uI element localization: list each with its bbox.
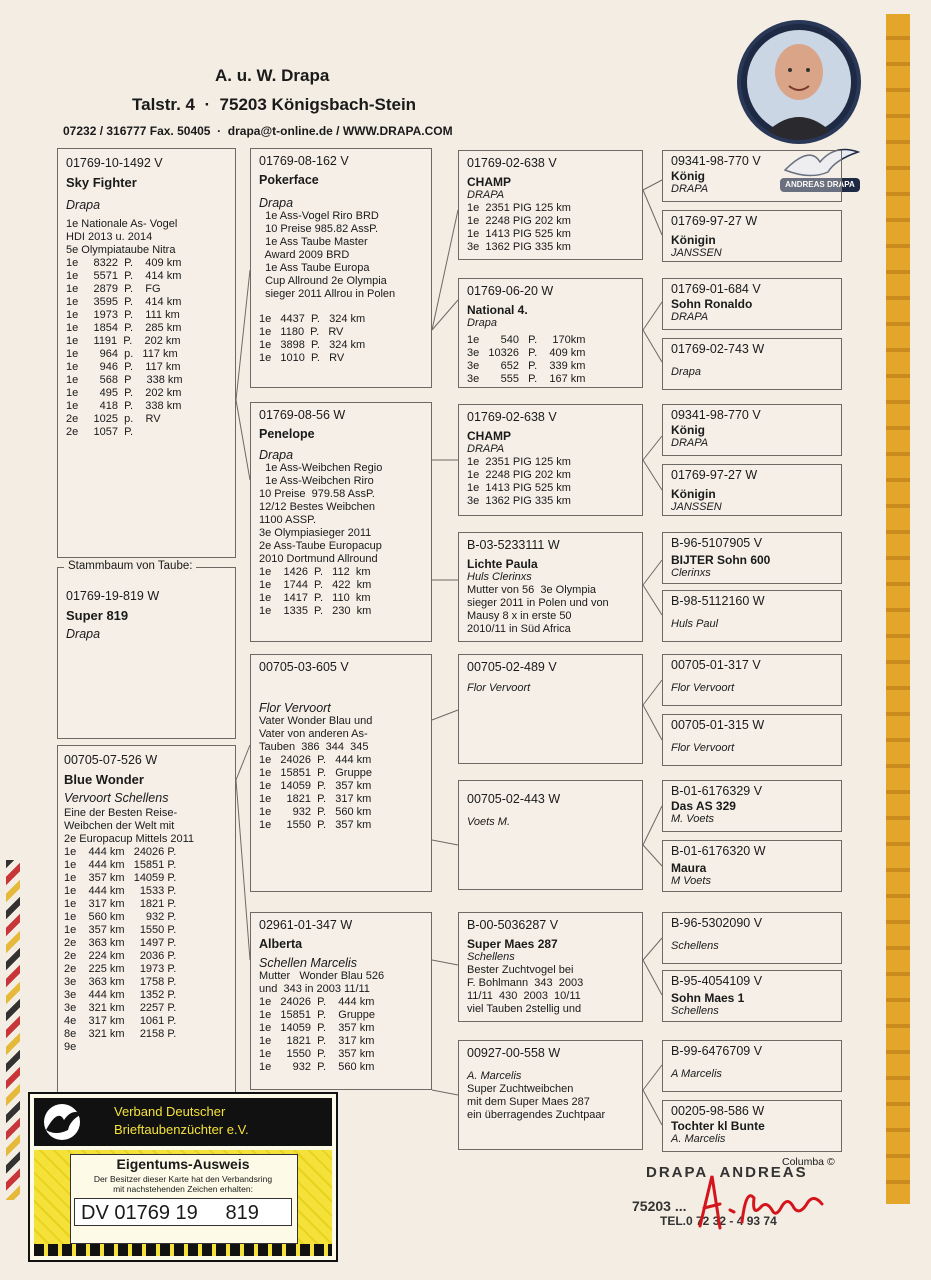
parent-note: 1100 ASSP.: [259, 514, 317, 526]
dam-result: 8e 321 km 2158 P.: [64, 1028, 177, 1040]
gg-ring: B-01-6176329 V: [671, 784, 763, 798]
grandparent-name: CHAMP: [467, 175, 511, 189]
dam-result: 1e 560 km 932 P.: [64, 911, 177, 923]
subject-result: 1e 1191 P. 202 km: [66, 335, 181, 347]
dam-result: 1e 444 km 15851 P.: [64, 859, 177, 871]
parent-pokerface-box: [250, 148, 432, 388]
stamp-tel: TEL.0 72 32 - 4 93 74: [660, 1214, 777, 1228]
parent-note: 1e Ass-Weibchen Regio: [259, 462, 383, 474]
parent-breeder: Drapa: [259, 196, 294, 210]
card-sub2: mit nachstehenden Zeichen erhalten:: [113, 1184, 253, 1194]
grandparent-note: viel Tauben 2stellig und: [467, 1003, 582, 1015]
greatgrandparent-box: [662, 278, 842, 330]
gg-name: Königin: [671, 487, 716, 501]
grandparent-name: Super Maes 287: [467, 937, 558, 951]
grandparent-box: [458, 654, 643, 764]
gg-name: Tochter kl Bunte: [671, 1119, 765, 1133]
gg-ring: 01769-97-27 W: [671, 468, 758, 482]
stammbaum-box: [57, 567, 236, 739]
gg-breeder: A Marcelis: [671, 1068, 722, 1080]
grandparent-box: [458, 532, 643, 642]
grandparent-ring: 01769-02-638 V: [467, 156, 557, 170]
grandparent-box: [458, 404, 643, 516]
subject-result: 1e 418 P. 338 km: [66, 400, 182, 412]
stamp-line1: DRAPA ANDREAS: [646, 1164, 808, 1181]
gg-breeder: Flor Vervoort: [671, 742, 735, 754]
parent-breeder: Flor Vervoort: [259, 701, 331, 715]
subject-note: 5e Olympiataube Nitra: [66, 244, 176, 256]
gg-breeder: A. Marcelis: [671, 1133, 726, 1145]
dam-result: 1e 357 km 14059 P.: [64, 872, 177, 884]
subject-breeder: Drapa: [66, 198, 101, 212]
dam-note: 2e Europacup Mittels 2011: [64, 833, 195, 845]
parent-ring: 00705-03-605 V: [259, 660, 349, 674]
grandparent-note: sieger 2011 in Polen und von: [467, 597, 609, 609]
parent-ring: 01769-08-56 W: [259, 408, 346, 422]
gg-name: König: [671, 169, 705, 183]
grandparent-breeder: Flor Vervoort: [467, 682, 531, 694]
stammbaum-name: Super 819: [66, 608, 129, 623]
grandparent-note: ein überragendes Zuchtpaar: [467, 1109, 606, 1121]
side-stripe: [886, 14, 910, 1204]
parent-note: Vater von anderen As-: [259, 728, 368, 740]
gg-breeder: Schellens: [671, 940, 719, 952]
grandparent-breeder: Huls Clerinxs: [467, 571, 532, 583]
parent-note: 1e Ass-Vogel Riro BRD: [259, 210, 379, 222]
parent-result: 1e 24026 P. 444 km: [259, 996, 375, 1008]
parent-result: 1e 4437 P. 324 km: [259, 313, 366, 325]
grandparent-breeder: DRAPA: [467, 443, 505, 455]
gg-ring: 09341-98-770 V: [671, 154, 761, 168]
parent-ring: 02961-01-347 W: [259, 918, 353, 932]
card-org-line2: Brieftaubenzüchter e.V.: [114, 1122, 249, 1137]
parent-note: 2010 Dortmund Allround: [259, 553, 378, 565]
subject-result: 1e 3595 P. 414 km: [66, 296, 182, 308]
parent-note: Award 2009 BRD: [259, 249, 350, 261]
gg-name: Königin: [671, 233, 716, 247]
parent-name: Pokerface: [259, 173, 319, 187]
grandparent-note: Bester Zuchtvogel bei: [467, 964, 574, 976]
flag-stripe: [6, 860, 20, 1200]
greatgrandparent-box: [662, 970, 842, 1022]
dam-result: 4e 317 km 1061 P.: [64, 1015, 177, 1027]
dam-result: 1e 444 km 1533 P.: [64, 885, 177, 897]
gg-breeder: JANSSEN: [671, 247, 722, 259]
greatgrandparent-box: [662, 714, 842, 766]
grandparent-ring: B-00-5036287 V: [467, 918, 559, 932]
parent-flor-box: [250, 654, 432, 892]
gg-ring: B-99-6476709 V: [671, 1044, 763, 1058]
parent-result: 1e 1426 P. 112 km: [259, 566, 371, 578]
parent-result: 1e 24026 P. 444 km: [259, 754, 372, 766]
parent-note: 10 Preise 985.82 AssP.: [259, 223, 379, 235]
grandparent-breeder: Voets M.: [467, 816, 510, 828]
greatgrandparent-box: [662, 404, 842, 456]
gg-ring: 01769-01-684 V: [671, 282, 761, 296]
subject-ring: 01769-10-1492 V: [66, 156, 163, 170]
grandparent-note: Mausy 8 x in erste 50: [467, 610, 572, 622]
grandparent-name: CHAMP: [467, 429, 511, 443]
gg-name: Maura: [671, 861, 707, 875]
greatgrandparent-box: [662, 150, 842, 202]
grandparent-breeder: DRAPA: [467, 189, 505, 201]
subject-note: 1e Nationale As- Vogel: [66, 218, 178, 230]
parent-note: Mutter Wonder Blau 526: [259, 970, 385, 982]
gg-ring: B-98-5112160 W: [671, 594, 765, 608]
gg-breeder: Flor Vervoort: [671, 682, 735, 694]
dam-box: [57, 745, 236, 1100]
columba-credit: Columba ©: [782, 1156, 835, 1168]
gg-name: Das AS 329: [671, 799, 736, 813]
grandparent-box: [458, 278, 643, 388]
gg-ring: 01769-02-743 W: [671, 342, 765, 356]
grandparent-result: 3e 652 P. 339 km: [467, 360, 586, 372]
subject-result: 1e 5571 P. 414 km: [66, 270, 182, 282]
grandparent-ring: 00705-02-443 W: [467, 792, 561, 806]
breeder-address: Talstr. 4 · 75203 Königsbach-Stein: [132, 95, 417, 114]
dam-result: 2e 224 km 2036 P.: [64, 950, 177, 962]
portrait-icon: [741, 24, 857, 140]
gg-breeder: Schellens: [671, 1005, 719, 1017]
parent-result: 1e 1821 P. 317 km: [259, 1035, 375, 1047]
parent-note: Cup Allround 2e Olympia: [259, 275, 387, 287]
gg-breeder: DRAPA: [671, 183, 709, 195]
grandparent-result: 1e 1413 PIG 525 km: [467, 228, 571, 240]
grandparent-breeder: Schellens: [467, 951, 515, 963]
grandparent-result: 1e 1413 PIG 525 km: [467, 482, 571, 494]
gg-breeder: DRAPA: [671, 437, 709, 449]
subject-result: 1e 495 P. 202 km: [66, 387, 182, 399]
parent-result: 1e 1010 P. RV: [259, 352, 345, 364]
greatgrandparent-box: [662, 780, 842, 832]
parent-note: 1e Ass-Weibchen Riro: [259, 475, 374, 487]
dam-breeder: Vervoort Schellens: [64, 791, 169, 805]
stammbaum-breeder: Drapa: [66, 627, 101, 641]
card-ring-number: DV 01769 19 819: [74, 1198, 292, 1226]
grandparent-result: 1e 2248 PIG 202 km: [467, 469, 571, 481]
grandparent-breeder: A. Marcelis: [467, 1070, 522, 1082]
grandparent-note: Super Zuchtweibchen: [467, 1083, 574, 1095]
greatgrandparent-box: [662, 464, 842, 516]
grandparent-box: [458, 780, 643, 890]
breeder-photo: [737, 20, 861, 144]
card-header: [34, 1098, 332, 1146]
subject-result: 1e 568 P 338 km: [66, 374, 183, 386]
dove-emblem-icon: [38, 1102, 86, 1142]
stamp-line2: 75203 ...: [632, 1198, 687, 1214]
parent-alberta-box: [250, 912, 432, 1090]
grandparent-ring: 00927-00-558 W: [467, 1046, 561, 1060]
grandparent-result: 3e 1362 PIG 335 km: [467, 495, 571, 507]
gg-ring: B-96-5302090 V: [671, 916, 763, 930]
parent-note: 1e Ass Taube Master: [259, 236, 368, 248]
subject-result: 1e 946 P. 117 km: [66, 361, 181, 373]
gg-ring: 00705-01-315 W: [671, 718, 765, 732]
grandparent-name: National 4.: [467, 303, 528, 317]
gg-breeder: JANSSEN: [671, 501, 722, 513]
subject-result: 2e 1057 P.: [66, 426, 134, 438]
parent-note: Tauben 386 344 345: [259, 741, 369, 753]
grandparent-result: 3e 1362 PIG 335 km: [467, 241, 571, 253]
parent-penelope-box: [250, 402, 432, 642]
gg-breeder: Huls Paul: [671, 618, 719, 630]
grandparent-box: [458, 1040, 643, 1150]
greatgrandparent-box: [662, 912, 842, 964]
parent-result: 1e 1744 P. 422 km: [259, 579, 372, 591]
parent-result: 1e 1821 P. 317 km: [259, 793, 372, 805]
parent-result: 1e 15851 P. Gruppe: [259, 1009, 375, 1021]
subject-result: 1e 1854 P. 285 km: [66, 322, 182, 334]
grandparent-note: 11/11 430 2003 10/11: [467, 990, 581, 1002]
grandparent-note: Mutter von 56 3e Olympia: [467, 584, 597, 596]
dam-ring: 00705-07-526 W: [64, 753, 158, 767]
grandparent-ring: B-03-5233111 W: [467, 538, 560, 552]
badge-label: ANDREAS DRAPA: [780, 178, 860, 192]
grandparent-result: 1e 2248 PIG 202 km: [467, 215, 571, 227]
subject-result: 2e 1025 p. RV: [66, 413, 161, 425]
dam-note: Eine der Besten Reise-: [64, 807, 178, 819]
parent-result: 1e 3898 P. 324 km: [259, 339, 366, 351]
parent-name: Penelope: [259, 427, 315, 441]
ownership-card: [28, 1092, 338, 1262]
card-title: Eigentums-Ausweis: [116, 1156, 250, 1172]
stammbaum-ring: 01769-19-819 W: [66, 589, 160, 603]
parent-result: 1e 14059 P. 357 km: [259, 1022, 375, 1034]
parent-note: 2e Ass-Taube Europacup: [259, 540, 382, 552]
parent-ring: 01769-08-162 V: [259, 154, 349, 168]
gg-name: König: [671, 423, 705, 437]
gg-breeder: M Voets: [671, 875, 711, 887]
parent-breeder: Drapa: [259, 448, 294, 462]
stammbaum-label: Stammbaum von Taube:: [64, 560, 196, 572]
gg-ring: 00705-01-317 V: [671, 658, 761, 672]
subject-result: 1e 1973 P. 111 km: [66, 309, 180, 321]
parent-note: 1e Ass Taube Europa: [259, 262, 370, 274]
dam-result: 3e 444 km 1352 P.: [64, 989, 177, 1001]
grandparent-ring: 01769-06-20 W: [467, 284, 554, 298]
greatgrandparent-box: [662, 338, 842, 390]
dam-result: 3e 363 km 1758 P.: [64, 976, 177, 988]
gg-ring: B-95-4054109 V: [671, 974, 763, 988]
parent-note: 12/12 Bestes Weibchen: [259, 501, 375, 513]
grandparent-breeder: Drapa: [467, 317, 497, 329]
card-org-line1: Verband Deutscher: [114, 1104, 226, 1119]
dam-result: 2e 363 km 1497 P.: [64, 937, 177, 949]
parent-result: 1e 1335 P. 230 km: [259, 605, 372, 617]
breeder-name: A. u. W. Drapa: [215, 66, 330, 85]
subject-result: 1e 8322 P. 409 km: [66, 257, 182, 269]
gg-breeder: DRAPA: [671, 311, 709, 323]
subject-name: Sky Fighter: [66, 175, 137, 190]
parent-result: 1e 1550 P. 357 km: [259, 819, 372, 831]
grandparent-box: [458, 150, 643, 260]
dam-result: 2e 225 km 1973 P.: [64, 963, 177, 975]
greatgrandparent-box: [662, 590, 842, 642]
parent-result: 1e 1417 P. 110 km: [259, 592, 371, 604]
dam-note: Weibchen der Welt mit: [64, 820, 175, 832]
subject-result: 1e 2879 P. FG: [66, 283, 161, 295]
parent-result: 1e 14059 P. 357 km: [259, 780, 372, 792]
parent-note: Vater Wonder Blau und: [259, 715, 373, 727]
parent-note: 3e Olympiasieger 2011: [259, 527, 372, 539]
grandparent-note: 2010/11 in Süd Africa: [467, 623, 571, 635]
card-sub1: Der Besitzer dieser Karte hat den Verbandsring: [93, 1174, 273, 1184]
dam-result: 3e 321 km 2257 P.: [64, 1002, 177, 1014]
gg-ring: 09341-98-770 V: [671, 408, 761, 422]
grandparent-name: Lichte Paula: [467, 557, 538, 571]
grandparent-note: mit dem Super Maes 287: [467, 1096, 590, 1108]
gg-ring: B-01-6176320 W: [671, 844, 766, 858]
gg-ring: B-96-5107905 V: [671, 536, 763, 550]
grandparent-ring: 00705-02-489 V: [467, 660, 557, 674]
greatgrandparent-box: [662, 840, 842, 892]
breeder-contact: 07232 / 316777 Fax. 50405 · drapa@t-online.de / WWW.DRAPA.COM: [63, 124, 453, 138]
parent-result: 1e 1180 P. RV: [259, 326, 344, 338]
gg-name: BIJTER Sohn 600: [671, 553, 771, 567]
gg-breeder: Clerinxs: [671, 567, 711, 579]
greatgrandparent-box: [662, 1100, 842, 1152]
gg-ring: 00205-98-586 W: [671, 1104, 765, 1118]
dam-result: 1e 357 km 1550 P.: [64, 924, 177, 936]
greatgrandparent-box: [662, 532, 842, 584]
signature: [690, 1168, 840, 1243]
parent-breeder: Schellen Marcelis: [259, 956, 357, 970]
parent-note: 10 Preise 979.58 AssP.: [259, 488, 375, 500]
greatgrandparent-box: [662, 1040, 842, 1092]
grandparent-box: [458, 912, 643, 1022]
subject-box: [57, 148, 236, 558]
parent-result: 1e 932 P. 560 km: [259, 1061, 375, 1073]
gg-ring: 01769-97-27 W: [671, 214, 758, 228]
grandparent-result: 3e 555 P. 167 km: [467, 373, 586, 385]
grandparent-result: 1e 2351 PIG 125 km: [467, 456, 571, 468]
parent-result: 1e 15851 P. Gruppe: [259, 767, 372, 779]
grandparent-result: 3e 10326 P. 409 km: [467, 347, 586, 359]
grandparent-note: F. Bohlmann 343 2003: [467, 977, 584, 989]
grandparent-result: 1e 2351 PIG 125 km: [467, 202, 571, 214]
dam-result: 1e 444 km 24026 P.: [64, 846, 177, 858]
dam-name: Blue Wonder: [64, 772, 144, 787]
greatgrandparent-box: [662, 654, 842, 706]
subject-result: 1e 964 p. 117 km: [66, 348, 178, 360]
greatgrandparent-box: [662, 210, 842, 262]
gg-name: Sohn Maes 1: [671, 991, 745, 1005]
card-footer-stripe: [34, 1244, 332, 1256]
gg-breeder: M. Voets: [671, 813, 714, 825]
gg-breeder: Drapa: [671, 366, 701, 378]
gg-name: Sohn Ronaldo: [671, 297, 753, 311]
parent-result: 1e 932 P. 560 km: [259, 806, 372, 818]
parent-name: Alberta: [259, 937, 303, 951]
parent-result: 1e 1550 P. 357 km: [259, 1048, 375, 1060]
dam-result: 1e 317 km 1821 P.: [64, 898, 177, 910]
parent-note: sieger 2011 Allrou in Polen: [259, 288, 396, 300]
grandparent-ring: 01769-02-638 V: [467, 410, 557, 424]
parent-note: und 343 in 2003 11/11: [259, 983, 370, 995]
grandparent-result: 1e 540 P. 170km: [467, 334, 586, 346]
subject-note: HDI 2013 u. 2014: [66, 231, 153, 243]
dam-result: 9e: [64, 1041, 77, 1053]
